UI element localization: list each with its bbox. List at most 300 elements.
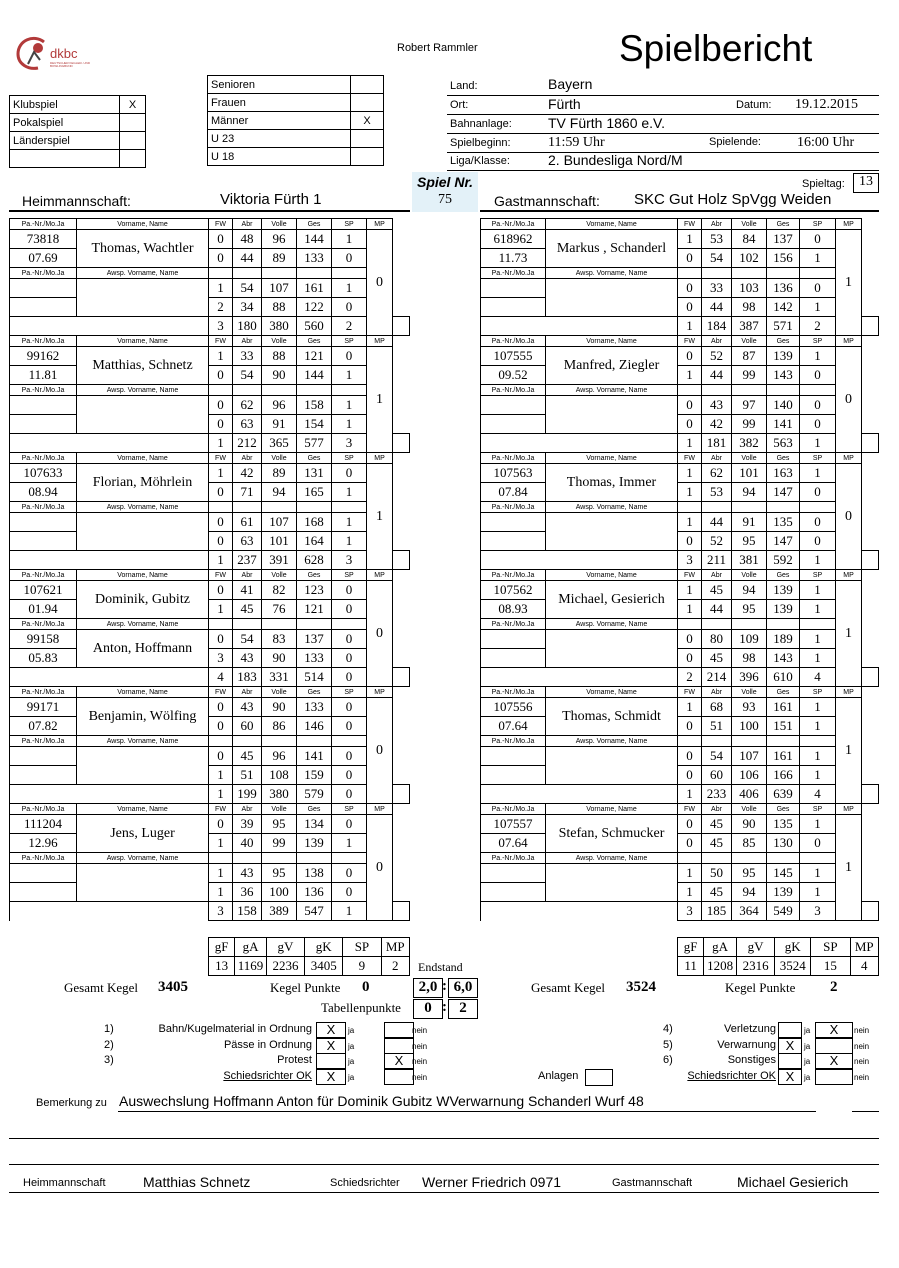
cell: 80 [702,630,732,649]
sig-ref-name: Werner Friedrich 0971 [422,1174,562,1190]
check-nein-box[interactable] [384,1038,414,1054]
cell: 0 [332,347,367,366]
cell: 44 [702,298,732,317]
cell: 107 [262,279,297,298]
cell: 1 [209,434,233,453]
cell: 107 [262,513,297,532]
cell: 147 [767,532,800,551]
cell: 3 [678,551,702,570]
cell: 142 [767,298,800,317]
cell: 181 [702,434,732,453]
player-row [10,230,410,249]
column-header: MP [836,219,862,230]
class-maenner-mark: X [351,112,384,130]
block-header [10,687,410,698]
cell: 1 [678,230,702,249]
cell: 121 [297,347,332,366]
player-row [481,815,879,834]
player-row [10,747,410,766]
cell: 0 [209,815,233,834]
block-header [10,804,410,815]
player-row [481,298,879,317]
total-row [10,668,410,687]
cell: 1 [800,298,836,317]
check-nein-box[interactable] [384,1069,414,1085]
cell: 3 [678,902,702,921]
sig-home-name: Matthias Schnetz [143,1174,251,1190]
player-row [10,532,410,551]
cell: 45 [702,815,732,834]
cell: 0 [332,600,367,619]
cell: 364 [732,902,767,921]
tabellen-colon: : [442,999,447,1015]
player-row [481,649,879,668]
cell: 97 [732,396,767,415]
cell: 11.73 [481,249,546,268]
summary-header-ga: gA [235,938,267,957]
cell [481,298,546,317]
cell: 94 [732,883,767,902]
player-row [481,766,879,785]
cell: 0 [332,766,367,785]
cell: 107621 [10,581,77,600]
player-row [10,600,410,619]
player-mp: 1 [836,581,862,687]
cell: 85 [732,834,767,853]
player-row [481,279,879,298]
ende-value: 16:00 Uhr [797,135,855,150]
cell: 136 [767,279,800,298]
cell: 145 [767,864,800,883]
cell: 94 [732,483,767,502]
cell: 396 [732,668,767,687]
cell: 107557 [481,815,546,834]
cell: 1 [678,317,702,336]
sub-player-name [546,630,678,668]
cell: 0 [678,815,702,834]
total-row [10,785,410,804]
nein-label: nein [854,1026,870,1035]
cell [481,513,546,532]
cell: 1 [332,230,367,249]
column-header: Pa.-Nr./Mo.Ja [10,804,77,815]
column-header: SP [800,804,836,815]
cell: 387 [732,317,767,336]
check-label: Schiedsrichter OK [223,1070,312,1082]
cell: 45 [233,747,262,766]
cell: 122 [297,298,332,317]
check-ja-box[interactable] [778,1053,802,1069]
cell: 0 [332,747,367,766]
column-header: Abr [702,453,732,464]
cell: 331 [262,668,297,687]
column-header: Awsp. Vorname, Name [546,853,678,864]
bahn-value: TV Fürth 1860 e.V. [548,115,665,131]
summary-header-ga: gA [704,938,737,957]
cell: 579 [297,785,332,804]
check-num: 6) [663,1054,673,1066]
player-row [481,747,879,766]
check-nein-box[interactable] [815,1038,853,1054]
class-table [207,75,384,166]
column-header: Awsp. Vorname, Name [546,619,678,630]
type-laenderspiel: Länderspiel [10,132,120,150]
cell: 73818 [10,230,77,249]
sub-header [481,619,879,630]
cell: 0 [332,298,367,317]
cell: 185 [702,902,732,921]
cell: 0 [800,415,836,434]
cell: 2 [332,317,367,336]
player-row [10,883,410,902]
cell: 1 [209,883,233,902]
column-header: Ges [297,336,332,347]
sub-player-name [77,513,209,551]
player-row [10,298,410,317]
away-summary-gf: 11 [678,957,704,976]
cell: 103 [732,279,767,298]
check-nein-box[interactable] [384,1022,414,1038]
column-header: MP [367,453,393,464]
column-header: MP [836,804,862,815]
column-header: Pa.-Nr./Mo.Ja [10,336,77,347]
cell: 365 [262,434,297,453]
column-header: Awsp. Vorname, Name [77,736,209,747]
cell: 45 [702,883,732,902]
cell: 514 [297,668,332,687]
spiel-nr-label: Spiel Nr. [416,174,474,190]
check-label: Sonstiges [727,1054,776,1066]
column-header: SP [800,453,836,464]
cell [10,766,77,785]
cell: 0 [332,649,367,668]
ende-label: Spielende: [709,136,761,148]
beginn-label: Spielbeginn: [450,137,511,149]
cell: 0 [332,249,367,268]
cell: 1 [800,347,836,366]
cell: 34 [233,298,262,317]
cell: 1 [678,483,702,502]
total-row [481,785,879,804]
column-header: Volle [262,687,297,698]
player-name: Stefan, Schmucker [546,815,678,853]
column-header: Abr [233,570,262,581]
cell: 1 [209,766,233,785]
sig-ref-label: Schiedsrichter [330,1177,400,1189]
cell: 1 [678,464,702,483]
player-row [10,649,410,668]
column-header: Pa.-Nr./Mo.Ja [481,385,546,396]
cell: 107562 [481,581,546,600]
cell: 3 [209,649,233,668]
cell: 12.96 [10,834,77,853]
check-nein-box[interactable]: X [815,1022,853,1038]
class-senioren-mark [351,76,384,94]
cell: 137 [767,230,800,249]
column-header: FW [209,453,233,464]
column-header: FW [209,219,233,230]
check-ja-box[interactable]: X [778,1038,802,1054]
cell: 107633 [10,464,77,483]
cell: 0 [209,698,233,717]
sub-header [481,502,879,513]
column-header: MP [836,453,862,464]
home-summary-sp: 9 [343,957,381,976]
away-kp-value: 2 [830,979,838,995]
cell: 0 [209,747,233,766]
cell: 98 [732,649,767,668]
logo-text: dkbc [50,46,78,61]
sig-away-label: Gastmannschaft [612,1177,693,1189]
sub-player-name [546,747,678,785]
cell: 40 [233,834,262,853]
cell: 139 [767,600,800,619]
column-header: Abr [702,570,732,581]
check-label: Schiedsrichter OK [687,1070,776,1082]
cell: 0 [678,396,702,415]
cell: 107 [732,747,767,766]
ort-label: Ort: [450,99,469,111]
cell: 99162 [10,347,77,366]
ja-label: ja [348,1026,355,1035]
block-header [481,687,879,698]
total-row [10,902,410,921]
cell: 146 [297,717,332,736]
block-header [10,336,410,347]
column-header: SP [332,219,367,230]
player-name: Thomas, Immer [546,464,678,502]
cell: 212 [233,434,262,453]
check-ja-box[interactable]: X [778,1069,802,1085]
check-label: Verletzung [724,1023,776,1035]
cell: 571 [767,317,800,336]
column-header: SP [800,570,836,581]
cell: 166 [767,766,800,785]
column-header: SP [332,570,367,581]
cell: 165 [297,483,332,502]
cell: 0 [209,483,233,502]
away-team-label: Gastmannschaft: [494,193,600,209]
cell: 09.52 [481,366,546,385]
cell: 211 [702,551,732,570]
cell: 618962 [481,230,546,249]
cell: 161 [297,279,332,298]
check-num: 5) [663,1039,673,1051]
cell: 0 [209,717,233,736]
cell: 96 [262,747,297,766]
column-header: Awsp. Vorname, Name [546,385,678,396]
player-row [10,249,410,268]
cell: 44 [702,366,732,385]
cell: 11.81 [10,366,77,385]
endstand-away: 6,0 [448,978,478,998]
player-row [481,483,879,502]
block-header [10,570,410,581]
sig-away-name: Michael Gesierich [737,1174,849,1190]
cell: 382 [732,434,767,453]
cell: 90 [262,366,297,385]
logo-tagline: DEUTSCHER KEGLER- UND BOWLINGBUND [50,61,91,68]
player-name: Matthias, Schnetz [77,347,209,385]
column-header: Ges [767,453,800,464]
cell: 563 [767,434,800,453]
player-row [10,347,410,366]
away-summary-sp: 15 [811,957,850,976]
cell: 108 [262,766,297,785]
cell: 159 [297,766,332,785]
cell: 1 [209,785,233,804]
column-header: Ges [767,219,800,230]
type-pokalspiel-mark [120,114,146,132]
check-nein-box[interactable]: X [384,1053,414,1069]
cell: 1 [800,464,836,483]
column-header: Vorname, Name [546,336,678,347]
cell: 123 [297,581,332,600]
sub-header [481,736,879,747]
liga-value: 2. Bundesliga Nord/M [548,152,683,168]
player-row [10,415,410,434]
cell [481,630,546,649]
cell: 44 [702,600,732,619]
check-num: 3) [104,1054,114,1066]
column-header: Awsp. Vorname, Name [546,502,678,513]
cell: 406 [732,785,767,804]
endstand-label: Endstand [418,960,463,974]
cell: 3 [209,317,233,336]
sub-player-name [77,279,209,317]
sub-player-name: Anton, Hoffmann [77,630,209,668]
tabellen-label: Tabellenpunkte [321,1000,401,1015]
cell [481,766,546,785]
player-row [481,532,879,551]
check-ja-box[interactable]: X [316,1069,346,1085]
check-ja-box[interactable] [778,1022,802,1038]
dkbc-logo [14,34,94,74]
cell: 0 [209,513,233,532]
cell: 131 [297,464,332,483]
sub-player-name [546,864,678,902]
sub-header [481,385,879,396]
column-header: Vorname, Name [546,570,678,581]
cell: 43 [233,698,262,717]
cell: 154 [297,415,332,434]
column-header: MP [836,336,862,347]
cell: 161 [767,747,800,766]
player-name: Benjamin, Wölfing [77,698,209,736]
cell: 42 [233,464,262,483]
check-nein-box[interactable]: X [815,1053,853,1069]
class-u23: U 23 [208,130,351,148]
cell: 89 [262,464,297,483]
column-header: Ges [297,219,332,230]
cell: 1 [800,249,836,268]
check-label: Verwarnung [717,1039,776,1051]
datum-label: Datum: [736,99,772,111]
total-row [481,434,879,453]
type-klubspiel-mark: X [120,96,146,114]
column-header: Abr [702,804,732,815]
check-ja-box[interactable]: X [316,1022,346,1038]
ja-label: ja [348,1057,355,1066]
cell: 95 [262,864,297,883]
tabellen-home: 0 [413,999,443,1019]
column-header: Vorname, Name [77,804,209,815]
cell: 0 [332,464,367,483]
anlagen-box[interactable] [585,1069,613,1086]
column-header: Vorname, Name [77,219,209,230]
cell: 102 [732,249,767,268]
player-mp: 0 [367,230,393,336]
cell: 07.69 [10,249,77,268]
cell: 33 [233,347,262,366]
summary-header-gk: gK [305,938,343,957]
cell: 44 [702,513,732,532]
check-nein-box[interactable] [815,1069,853,1085]
cell: 0 [209,532,233,551]
cell: 54 [233,366,262,385]
column-header: FW [209,336,233,347]
cell: 54 [233,630,262,649]
column-header: Vorname, Name [77,570,209,581]
cell: 76 [262,600,297,619]
total-row [10,551,410,570]
class-u23-mark [351,130,384,148]
cell: 0 [209,249,233,268]
kegel-logo-icon [14,34,50,72]
column-header: SP [332,687,367,698]
block-header [10,219,410,230]
cell: 156 [767,249,800,268]
player-row [481,513,879,532]
cell [481,747,546,766]
player-row [481,581,879,600]
cell: 84 [732,230,767,249]
cell: 1 [678,434,702,453]
check-ja-box[interactable] [316,1053,346,1069]
cell: 0 [678,298,702,317]
cell: 100 [262,883,297,902]
nein-label: nein [854,1042,870,1051]
summary-header-gv: gV [266,938,304,957]
cell: 4 [209,668,233,687]
cell: 1 [332,415,367,434]
column-header: Pa.-Nr./Mo.Ja [10,453,77,464]
cell: 1 [800,551,836,570]
column-header: FW [678,219,702,230]
away-summary-gk: 3524 [775,957,811,976]
check-ja-box[interactable]: X [316,1038,346,1054]
column-header: Volle [732,219,767,230]
cell: 0 [678,766,702,785]
player-name: Michael, Gesierich [546,581,678,619]
cell: 1 [800,581,836,600]
column-header: Abr [702,336,732,347]
sub-player-name [546,396,678,434]
away-score-table [480,218,879,921]
cell: 87 [732,347,767,366]
cell [481,279,546,298]
cell: 42 [702,415,732,434]
column-header: FW [209,570,233,581]
sub-player-name [546,279,678,317]
cell: 101 [262,532,297,551]
total-row [481,317,879,336]
column-header: Pa.-Nr./Mo.Ja [10,736,77,747]
nein-label: nein [412,1026,428,1035]
home-summary-table [208,937,410,976]
nein-label: nein [854,1073,870,1082]
sub-player-name [77,864,209,902]
